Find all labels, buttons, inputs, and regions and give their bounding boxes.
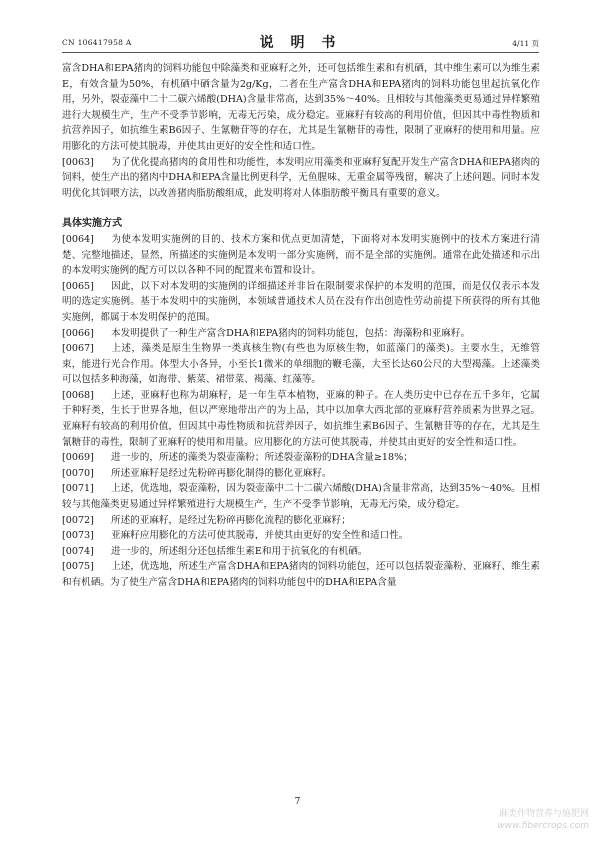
paragraph-0074 [62,544,540,560]
paragraph-number: [0069] [62,452,94,464]
paragraph-0065 [62,279,540,326]
paragraph-number: [0074] [62,545,94,557]
paragraph-0064 [62,232,540,279]
paragraph-text: 进一步的，所述组分还包括维生素E和用于抗氧化的有机硒。 [111,545,368,557]
paragraph-number: [0071] [62,483,94,495]
paragraph-0068 [62,388,540,450]
paragraph-text: 上述，优选地，裂壶藻粉，因为裂壶藻中二十二碳六烯酸(DHA)含量非常高，达到35%～40%。且相较与其他藻类更易通过异样繁殖进行大规模生产，生产不受季节影响，无毒无污染，成分稳定。 [62,483,540,511]
paragraph-0070 [62,466,540,482]
page-number: 7 [294,797,301,807]
paragraph-0075 [62,559,540,590]
paragraph-number: [0070] [62,467,94,479]
paragraph-number: [0073] [62,530,94,542]
section-heading: 具体实施方式 [62,218,122,230]
paragraph-0072 [62,513,540,529]
paragraph-text: 因此，以下对本发明的实施例的详细描述并非旨在限制要求保护的本发明的范围，而是仅仅表示本发明的选定实施例。基于本发明中的实施例，本领域普通技术人员在没有作出创造性劳动前提下所获得的所有其他实施例，都属于本发明保护的范围。 [62,280,540,323]
paragraph-text: 上述，优选地，所述生产富含DHA和EPA猪肉的饲料功能包，还可以包括裂壶藻粉、亚麻籽、维生素和有机硒。为了使生产富含DHA和EPA猪肉的饲料功能包中的DHA和EPA含量 [62,561,540,588]
paragraph-text: 进一步的，所述的藻类为裂壶藻粉；所述裂壶藻粉的DHA含量≥18%； [111,452,413,464]
watermark [497,808,589,832]
paragraph-text: 上述，藻类是原生生物界一类真核生物(有些也为原核生物，如蓝藻门的藻类)。主要水生，无维管束，能进行光合作用。体型大小各异，小至长1微米的单细胞的鞭毛藻，大至长达60公尺的大型褐藻。上述藻类可以包括多种海藻，如海带、紫菜、裙带菜、褐藻、红藻等。 [62,343,540,386]
watermark-site-name: 麻类作物营养与施肥网 [498,809,589,819]
document-title: 说 明 书 [259,35,342,51]
paragraph-number: [0072] [62,514,94,526]
paragraph-text: 为使本发明实施例的目的、技术方案和优点更加清楚，下面将对本发明实施例中的技术方案进行清楚、完整地描述，显然，所描述的实施例是本发明一部分实施例，而不是全部的实施例。通常在此处描述和示出的本发明实施例的配方可以以各种不同的配置来布置和设计。 [62,233,540,277]
paragraph-text: 本发明提供了一种生产富含DHA和EPA猪肉的饲料功能包，包括：海藻粉和亚麻籽。 [111,327,471,339]
paragraph-text: 上述，亚麻籽也称为胡麻籽，是一年生草本植物，亚麻的种子。在人类历史中已存在五千多年，它属于种籽类，生长于世界各地，但以严寒地带出产的为上品，其中以加拿大西北部的亚麻籽营养质素为世界之冠。亚麻籽有较高的利用价值，但因其中毒性物质和抗营养因子，如抗维生素B6因子、生氰糖苷等的存在，尤其是生氰糖苷的毒性，限制了亚麻籽的使用和用量。应用膨化的方法可使其脱毒，并使其由更好的安全性和适口性。 [62,389,540,448]
paragraph-number: [0066] [62,327,94,339]
watermark-url: www.fibercrops.com [497,821,589,831]
page-header [62,32,539,53]
paragraph-0063 [62,155,540,202]
page-of: 4/11 页 [512,39,539,48]
paragraph-number: [0064] [62,233,94,245]
continued-paragraph: 富含DHA和EPA猪肉的饲料功能包中除藻类和亚麻籽之外，还可包括维生素和有机硒，其中维生素可以为维生素E，有效含量为50%，有机硒中硒含量为2g/Kg，二者在生产富含DHA和EPA猪肉的饲料功能包里起抗氧化作用，另外，裂壶藻中二十二碳六烯酸(DHA)含量非常高，达到35%～40%。且相较与其他藻类更易通过异样繁殖进行大规模生产，生产不受季节影响，无毒无污染，成分稳定。亚麻籽有较高的利用价值，但因其中毒性物质和抗营养因子，如抗维生素B6因子、生氰糖苷等的存在，尤其是生氰糖苷的毒性，限制了亚麻籽的使用和用量。应用膨化的方法可使其脱毒，并使其由更好的安全性和适口性。 [62,63,540,152]
paragraph-number: [0065] [62,280,94,292]
paragraph-text: 为了优化提高猪肉的食用性和功能性，本发明应用藻类和亚麻籽复配开发生产富含DHA和EPA猪肉的饲料，使生产出的猪肉中DHA和EPA含量比例更科学，无鱼腥味、无重金属等残留，解决了上述问题。同时本发明优化其饲喂方法，以改善猪肉脂肪酸组成，此发明将对人体脂肪酸平衡具有重要的意义。 [62,156,540,199]
paragraph-text: 亚麻籽应用膨化的方法可使其脱毒，并使其由更好的安全性和适口性。 [111,530,409,542]
paragraph-text: 所述的亚麻籽，是经过先粉碎再膨化流程的膨化亚麻籽； [111,514,351,526]
paragraph-number: [0063] [62,156,94,168]
paragraph-number: [0075] [62,561,94,573]
paragraph-0066 [62,326,540,342]
paragraph-0069 [62,450,540,466]
paragraph-0073 [62,528,540,544]
paragraph-number: [0067] [62,343,94,355]
paragraph-0071 [62,481,540,512]
paragraph-text: 所述亚麻籽是经过先粉碎再膨化制得的膨化亚麻籽。 [111,467,332,479]
patent-number: CN 106417958 A [62,38,132,47]
paragraph-0067 [62,341,540,388]
paragraph-number: [0068] [62,389,94,401]
document-body [62,61,540,591]
